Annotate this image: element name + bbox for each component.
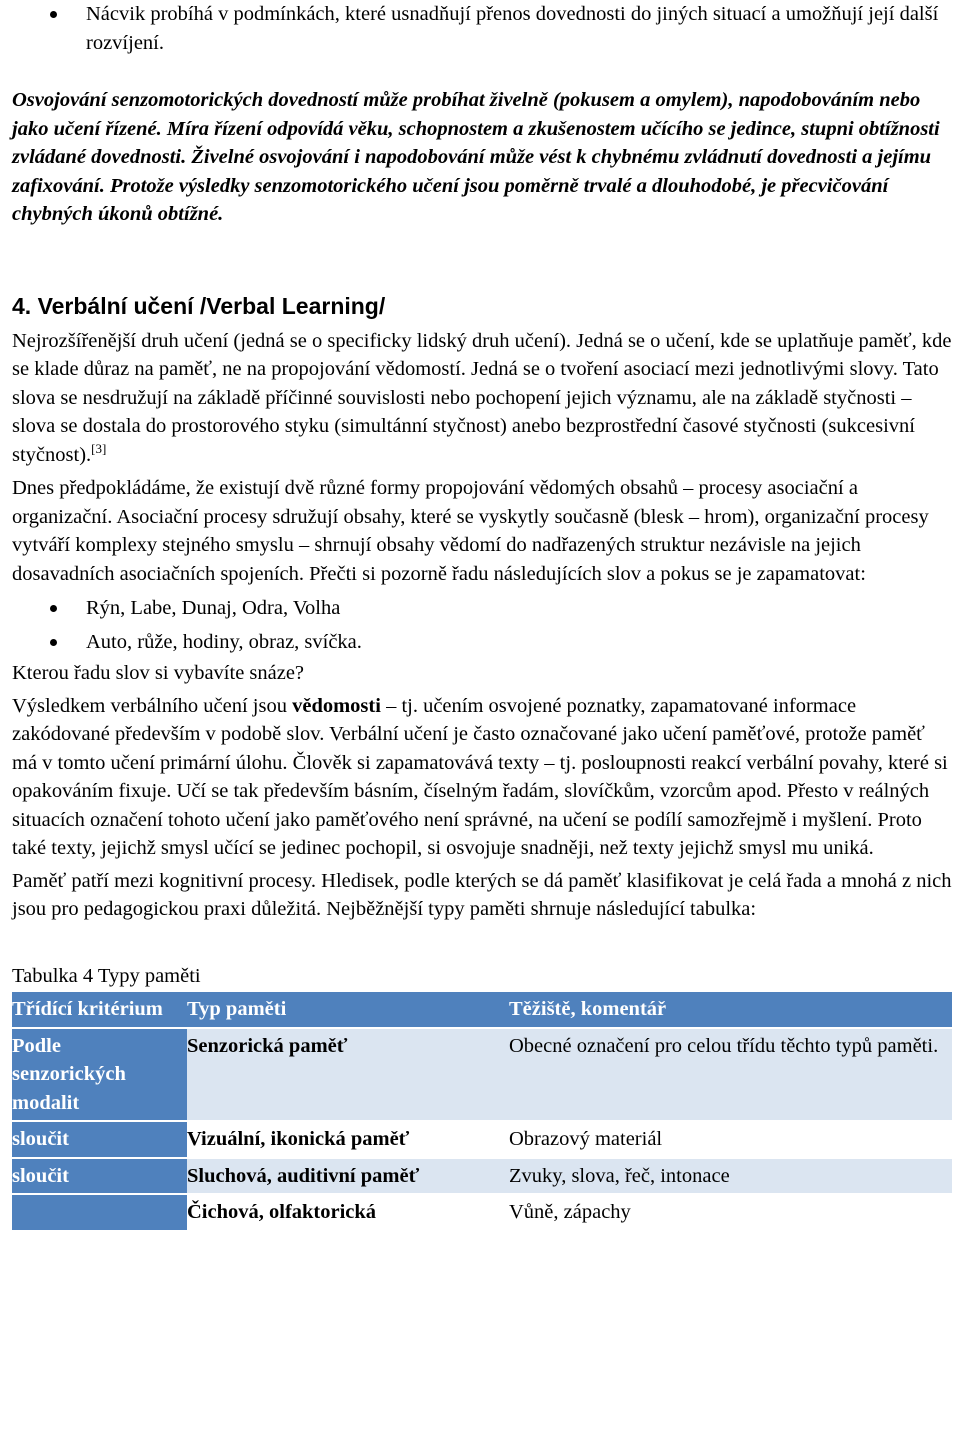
table-row [12,1194,952,1230]
header-cell: Typ paměti [187,992,509,1028]
word-list [12,594,952,656]
paragraph-memory: Paměť patří mezi kognitivní procesy. Hledisek, podle kterých se dá paměť klasifikovat je celá řada a mnohá z nich jsou pro pedagogickou praxi důležitá. Nejběžnější typy paměti shrnuje následující tabulka: [12,869,952,920]
bullet-icon [50,11,57,18]
table-row [12,1028,952,1122]
paragraph-forms: Dnes předpokládáme, že existují dvě různé formy propojování vědomých obsahů – procesy asociační a organizační. Asociační procesy sdružují obsahy, které se vyskytly současně (blesk – hrom), organizační procesy vytváří komplexy stejného smyslu – shrnují obsahy vědomí do nadřazených struktur nezávisle na jejich dosavadních asociačních spojeních. Přečti si pozorně řadu následujících slov a pokus se je zapamatovat: [12,477,929,585]
table-cell: Čichová, olfaktorická [187,1194,509,1230]
document-page [12,0,952,1230]
reference-mark: [3] [91,440,107,456]
list-item: Auto, růže, hodiny, obraz, svíčka. [12,628,952,657]
bullet-icon [50,639,57,646]
bullet-icon [50,605,57,612]
table-cell: Vizuální, ikonická paměť [187,1121,509,1158]
table-row [12,1121,952,1158]
italic-paragraph: Osvojování senzomotorických dovedností může probíhat živelně (pokusem a omylem), napodobováním nebo jako učení řízené. Míra řízení odpovídá věku, schopnostem a zkušenostem učícího se jedince, stupni obtížnosti zvládané dovednosti. Živelné osvojování i napodobování může vést k chybnému zvládnutí dovednosti a jejímu zafixování. Protože výsledky senzomotorického učení jsou poměrně trvalé a dlouhodobé, je přecvičování chybných úkonů obtížné. [12,89,940,225]
table-cell: Sluchová, auditivní paměť [187,1158,509,1195]
table-cell: Obrazový materiál [509,1121,952,1158]
table-cell: Obecné označení pro celou třídu těchto typů paměti. [509,1028,952,1122]
top-bullet-list [12,0,952,57]
paragraph-result: Výsledkem verbálního učení jsou vědomosti – tj. učením osvojené poznatky, zapamatované informace zakódované především v podobě slov. Verbální učení je často označované jako učení paměťové, protože paměť má v tomto učení primární úlohu. Člověk si zapamatovává texty – tj. posloupnosti reakcí verbální povahy, které si opakováním fixuje. Učí se tak především básním, číselným řadám, slovíčkům, vzorcům apod. Přesto v reálných situacích označení tohoto učení jako paměťového není správné, na učení se podílí samozřejmě i myšlení. Proto také texty, jejichž smysl učící se jedinec pochopil, si osvojuje snadněji, než texty jejichž smysl mu uniká. [12,694,948,859]
table-cell: Vůně, zápachy [509,1194,952,1230]
table-cell: Podle senzorických modalit [12,1028,187,1122]
list-item: Rýn, Labe, Dunaj, Odra, Volha [12,594,952,623]
table-caption: Tabulka 4 Typy paměti [12,964,201,987]
table-cell: sloučit [12,1121,187,1158]
table-cell: Zvuky, slova, řeč, intonace [509,1158,952,1195]
header-cell: Těžiště, komentář [509,992,952,1028]
header-cell: Třídící kritérium [12,992,187,1028]
memory-types-table [12,992,952,1230]
section-heading: 4. Verbální učení /Verbal Learning/ [12,292,386,319]
question-text: Kterou řadu slov si vybavíte snáze? [12,662,305,684]
list-item: Nácvik probíhá v podmínkách, které usnadňují přenos dovednosti do jiných situací a umožňují její další rozvíjení. [12,0,952,57]
table-row [12,1158,952,1195]
paragraph-verbal-learning: Nejrozšířenější druh učení (jedná se o specificky lidský druh učení). Jedná se o učení, kde se uplatňuje paměť, kde se klade důraz na paměť, ne na propojování vědomostí. Jedná se o tvoření asociací mezi jednotlivými slovy. Tato slova se nesdružují na základě příčinné souvislosti nebo pochopení jejich významu, ale na základě styčnosti – slova se dostala do prostorového styku (simultánní styčnost) anebo bezprostřední časové styčnosti (sukcesivní styčnost).[3] [12,329,952,466]
table-header-row [12,992,952,1028]
table-cell: sloučit [12,1158,187,1195]
table-cell [12,1194,187,1230]
table-cell: Senzorická paměť [187,1028,509,1122]
